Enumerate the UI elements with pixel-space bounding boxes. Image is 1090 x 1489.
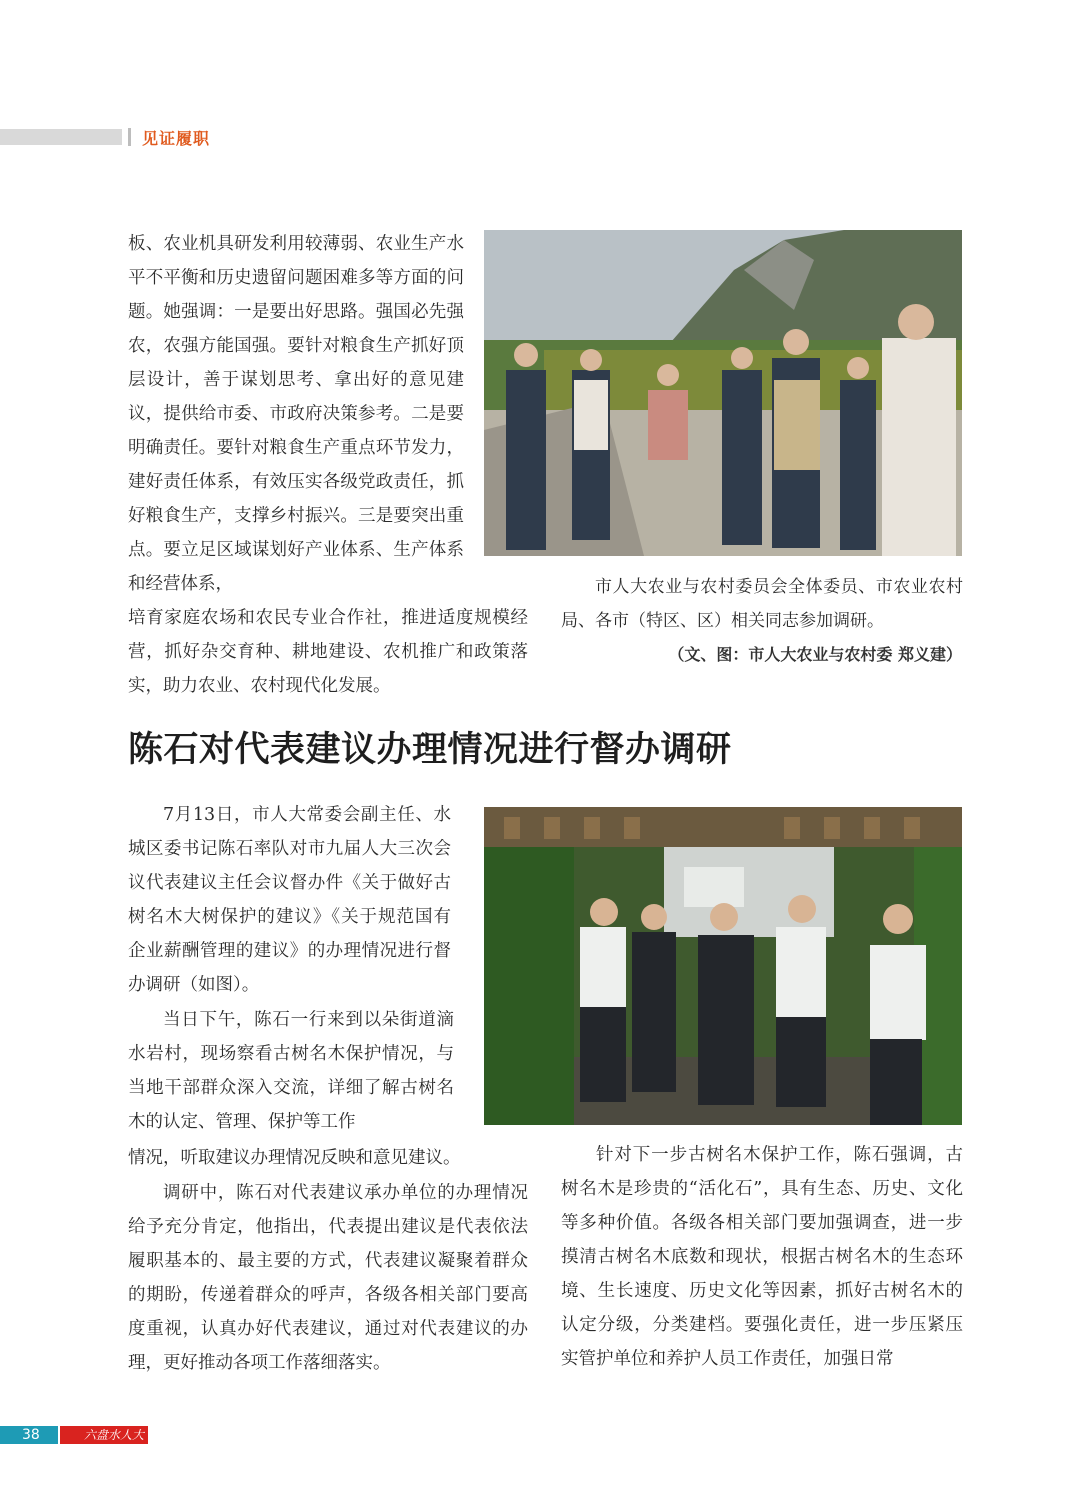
page-number: 38 xyxy=(22,1427,40,1443)
article2-paragraph-2-end: 情况，听取建议办理情况反映和意见建议。 xyxy=(128,1148,461,1168)
article2-paragraph-1: 7月13日，市人大常委会副主任、水城区委书记陈石率队对市九届人大三次会议代表建议主任会议督办件《关于做好古树名木大树保护的建议》《关于规范国有企业薪酬管理的建议》的办理情况进行督办调研（如图）。 xyxy=(128,805,451,995)
article2-paragraph-3-block xyxy=(128,1176,528,1380)
article2-paragraph-1-block xyxy=(128,798,451,1002)
tree-inspection-photo xyxy=(484,807,962,1125)
header-bar xyxy=(0,129,122,145)
section-label: 见证履职 xyxy=(142,129,211,148)
article2-paragraph-4: 针对下一步古树名木保护工作，陈石强调，古树名木是珍贵的“活化石”，具有生态、历史、文化等多种价值。各级各相关部门要加强调查，进一步摸清古树名木底数和现状，根据古树名木的生态环境、生长速度、历史文化等因素，抓好古树名木的认定分级，分类建档。要强化责任，进一步压紧压实管护单位和养护人员工作责任，加强日常 xyxy=(561,1145,963,1369)
article2-paragraph-3: 调研中，陈石对代表建议承办单位的办理情况给予充分肯定，他指出，代表提出建议是代表依法履职基本的、最主要的方式，代表建议凝聚着群众的期盼，传递着群众的呼声，各级各相关部门要高度重视，认真办好代表建议，通过对代表建议的办理，更好推动各项工作落细落实。 xyxy=(128,1183,528,1373)
article-headline: 陈石对代表建议办理情况进行督办调研 xyxy=(128,730,732,770)
field-survey-photo xyxy=(484,230,962,556)
author-credit: （文、图：市人大农业与农村委 郑义建） xyxy=(668,645,962,664)
photo-caption xyxy=(561,570,963,638)
article1-text-top xyxy=(128,227,464,601)
article1-paragraph-top: 板、农业机具研发利用较薄弱、农业生产水平不平衡和历史遗留问题困难多等方面的问题。她强调：一是要出好思路。强国必先强农，农强方能国强。要针对粮食生产抓好顶层设计，善于谋划思考、拿出好的意见建议，提供给市委、市政府决策参考。二是要明确责任。要针对粮食生产重点环节发力，建好责任体系，有效压实各级党政责任，抓好粮食生产，支撑乡村振兴。三是要突出重点。要立足区域谋划好产业体系、生产体系和经营体系， xyxy=(128,234,464,594)
tree-inspection-image xyxy=(484,807,962,1125)
article2-paragraph-2-end-block xyxy=(128,1141,484,1175)
publication-name: 六盘水人大 xyxy=(83,1428,144,1442)
caption-text: 市人大农业与农村委员会全体委员、市农业农村局、各市（特区、区）相关同志参加调研。 xyxy=(561,577,963,631)
field-survey-image xyxy=(484,230,962,556)
article2-paragraph-2-block xyxy=(128,1003,454,1139)
header-divider xyxy=(128,128,131,146)
article2-paragraph-4-block xyxy=(561,1138,963,1376)
article2-paragraph-2: 当日下午，陈石一行来到以朵街道滴水岩村，现场察看古树名木保护情况，与当地干部群众深入交流，详细了解古树名木的认定、管理、保护等工作 xyxy=(128,1010,454,1132)
article1-paragraph-bottom: 培育家庭农场和农民专业合作社，推进适度规模经营，抓好杂交育种、耕地建设、农机推广和政策落实，助力农业、农村现代化发展。 xyxy=(128,608,528,696)
article1-text-bottom xyxy=(128,601,528,703)
